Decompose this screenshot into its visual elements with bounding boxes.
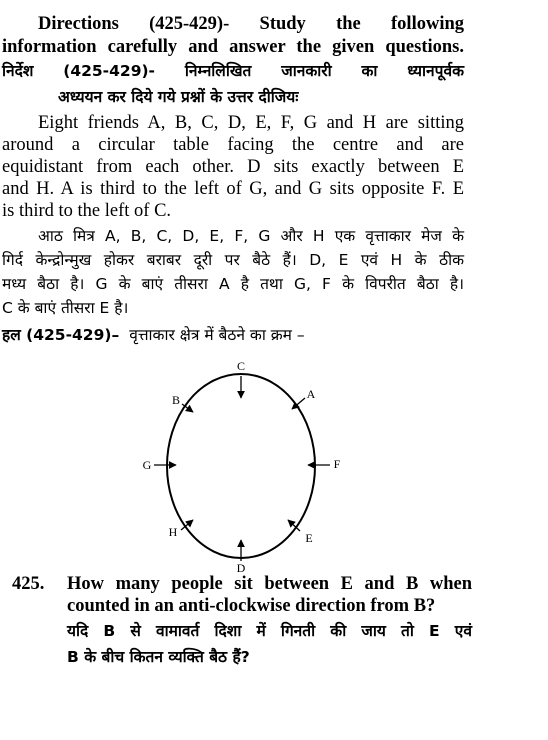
passage-hi-line: आठ मित्र A, B, C, D, E, F, G और H एक वृत्ताकार मेज के [38,227,464,245]
solution-heading-text: वृत्ताकार क्षेत्र में बैठने का क्रम – [129,326,305,344]
seat-label-e: E [305,531,313,545]
seat-label-h: H [168,525,178,539]
directions-heading-en-line2: information carefully and answer the given questions. [2,37,464,57]
seat-label-a: A [306,387,316,401]
seat-label-g: G [142,458,152,472]
question-hi-line2: B के बीच कितन व्यक्ति बैठ हैं? [67,648,250,666]
question-hi-line1: यदि B से वामावर्त दिशा में गिनती की जाय तो E एवं [67,622,472,640]
directions-heading-en-line1: Directions (425-429)- Study the following [38,14,464,34]
passage-en-line: around a circular table facing the centre and are [2,135,464,155]
passage-hi-line: गिर्द केन्द्रोन्मुख होकर बराबर दूरी पर बैठे हैं। D, E एवं H के ठीक [2,251,464,269]
seat-label-d: D [236,561,246,575]
solution-heading-label: हल (425-429)– [2,326,120,344]
question-en-line2: counted in an anti-clockwise direction from B? [67,596,436,616]
round-table-circle [167,374,315,558]
passage-en-line: Eight friends A, B, C, D, E, F, G and H are sitting [38,113,464,133]
passage-en-line: is third to the left of C. [2,201,172,221]
seat-label-f: F [333,457,341,471]
seat-label-b: B [171,393,181,407]
passage-en-line: equidistant from each other. D sits exactly between E [2,157,464,177]
question-en-line1: How many people sit between E and B when [67,574,472,594]
question-number: 425. [12,574,45,594]
passage-hi-line: C के बाएं तीसरा E है। [2,299,129,317]
directions-heading-hi-line2: अध्ययन कर दिये गये प्रश्नों के उत्तर दीजियः [58,88,299,106]
seat-label-c: C [236,359,246,373]
passage-hi-line: मध्य बैठा है। G के बाएं तीसरा A है तथा G, F के विपरीत बैठा है। [2,275,464,293]
directions-heading-hi-line1: निर्देश (425-429)- निम्नलिखित जानकारी का ध्यानपूर्वक [2,62,464,80]
passage-en-line: and H. A is third to the left of G, and G sits opposite F. E [2,179,464,199]
